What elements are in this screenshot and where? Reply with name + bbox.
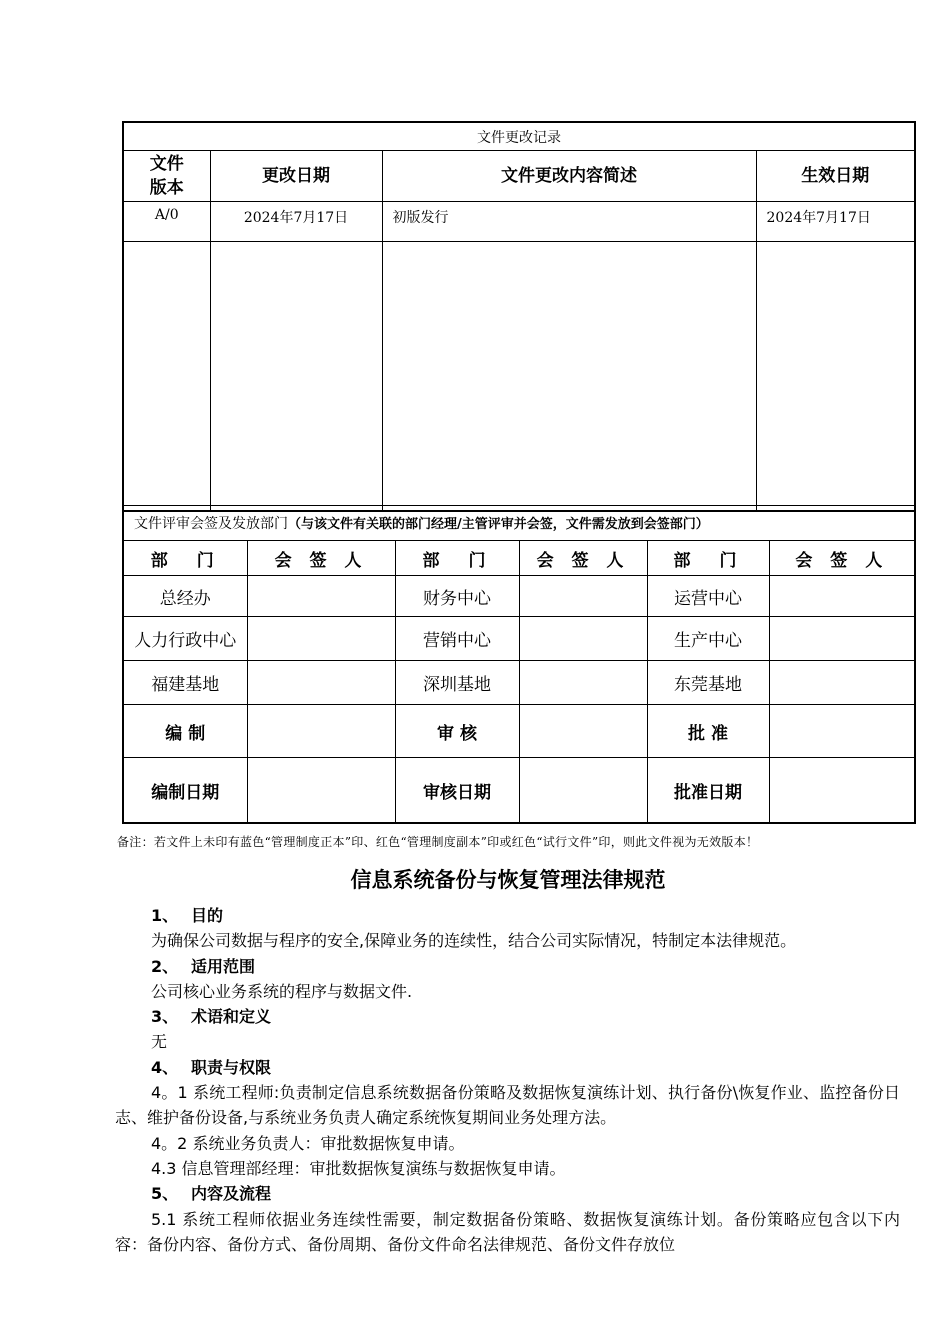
cell-version: A/0 <box>123 202 210 242</box>
table-row <box>123 661 915 705</box>
signoff-note-bold: （与该文件有关联的部门经理/主管评审并会签，文件需发放到会签部门） <box>288 517 709 532</box>
dept-name: 东莞基地 <box>647 661 769 705</box>
role-compile: 编 制 <box>123 705 247 758</box>
col-sign: 会 签 人 <box>247 541 395 576</box>
dept-name: 福建基地 <box>123 661 247 705</box>
paragraph: 公司核心业务系统的程序与数据文件. <box>151 981 413 1001</box>
table-row <box>123 576 915 617</box>
table-row-empty <box>123 242 915 512</box>
col-sign: 会 签 人 <box>519 541 647 576</box>
document-body <box>115 903 900 1257</box>
header-summary: 文件更改内容简述 <box>382 151 756 202</box>
cell-change-date: 2024年7月17日 <box>210 202 382 242</box>
table-row <box>123 705 915 758</box>
dept-name: 财务中心 <box>395 576 519 617</box>
col-dept: 部 门 <box>395 541 519 576</box>
dept-name: 生产中心 <box>647 617 769 661</box>
section-heading: 3、 术语和定义 <box>151 1007 272 1027</box>
section-heading: 2、 适用范围 <box>151 956 256 976</box>
paragraph: 4.3 信息管理部经理：审批数据恢复演练与数据恢复申请。 <box>151 1158 566 1178</box>
dept-name: 运营中心 <box>647 576 769 617</box>
paragraph: 为确保公司数据与程序的安全,保障业务的连续性，结合公司实际情况，特制定本法律规范。 <box>151 931 797 951</box>
date-approve: 批准日期 <box>647 758 769 824</box>
date-compile: 编制日期 <box>123 758 247 824</box>
paragraph: 4。1 系统工程师:负责制定信息系统数据备份策略及数据恢复演练计划、执行备份\恢复作业、监控备份日志、维护备份设备,与系统业务负责人确定系统恢复期间业务处理方法。 <box>115 1083 900 1128</box>
signoff-note-plain: 文件评审会签及发放部门 <box>134 516 288 532</box>
section-heading: 4、 职责与权限 <box>151 1057 272 1077</box>
section-heading: 1、 目的 <box>151 906 224 925</box>
footnote: 备注：若文件上未印有蓝色“管理制度正本”印、红色“管理制度副本”印或红色“试行文件”印，则此文件视为无效版本！ <box>117 835 759 849</box>
table-row <box>123 617 915 661</box>
paragraph: 4。2 系统业务负责人：审批数据恢复申请。 <box>151 1133 465 1153</box>
dept-name: 深圳基地 <box>395 661 519 705</box>
change-record-title: 文件更改记录 <box>123 122 915 151</box>
section-heading: 5、 内容及流程 <box>151 1184 272 1204</box>
date-review: 审核日期 <box>395 758 519 824</box>
signoff-table <box>122 505 916 824</box>
cell-summary: 初版发行 <box>382 202 756 242</box>
col-dept: 部 门 <box>123 541 247 576</box>
dept-name: 营销中心 <box>395 617 519 661</box>
col-sign: 会 签 人 <box>769 541 915 576</box>
role-review: 审 核 <box>395 705 519 758</box>
change-record-table <box>122 121 916 512</box>
document-title: 信息系统备份与恢复管理法律规范 <box>350 868 666 892</box>
paragraph: 5.1 系统工程师依据业务连续性需要，制定数据备份策略、数据恢复演练计划。备份策略应包含以下内容：备份内容、备份方式、备份周期、备份文件命名法律规范、备份文件存放位 <box>115 1209 900 1254</box>
role-approve: 批 准 <box>647 705 769 758</box>
header-change-date: 更改日期 <box>210 151 382 202</box>
signoff-note <box>123 506 915 541</box>
col-dept: 部 门 <box>647 541 769 576</box>
table-row <box>123 758 915 824</box>
table-row <box>123 202 915 242</box>
header-version: 文件 版本 <box>123 151 210 202</box>
dept-name: 人力行政中心 <box>123 617 247 661</box>
paragraph: 无 <box>151 1032 168 1052</box>
cell-effective-date: 2024年7月17日 <box>756 202 915 242</box>
header-effective-date: 生效日期 <box>756 151 915 202</box>
dept-name: 总经办 <box>123 576 247 617</box>
